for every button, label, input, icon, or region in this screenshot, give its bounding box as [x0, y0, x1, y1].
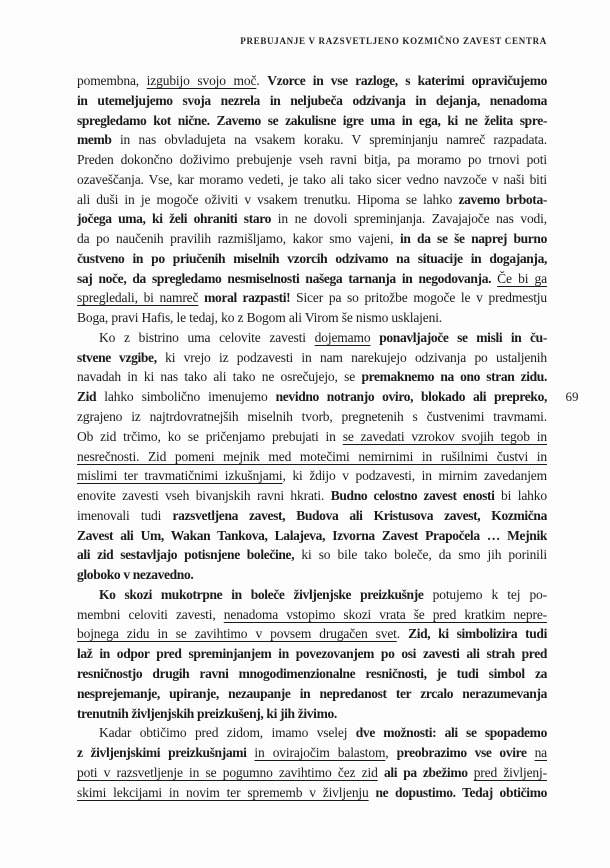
text-segment: nesprejemanje, upiranje, nezaupanje in nepredanost ter zrcalo nerazumevanja	[77, 685, 547, 701]
text-line	[77, 71, 547, 91]
text-line	[77, 684, 547, 704]
text-line	[77, 328, 547, 348]
text-segment: Ko z bistrino uma celovite zavesti	[99, 329, 315, 345]
text-segment: dve možnosti: ali se spopademo	[355, 725, 547, 741]
text-segment: izgubijo svojo moč	[146, 73, 257, 88]
text-segment: skimi lekcijami in novim ter sprememb v življenju	[77, 784, 369, 800]
text-segment: čustveno in po priučenih miselnih vzorcih odzivamo na situacije in dogajanja,	[77, 250, 547, 266]
text-segment	[370, 330, 379, 345]
paragraph	[77, 723, 547, 802]
text-segment: z življenjskimi preizkušnjami	[77, 745, 255, 761]
text-segment: stvene vzgibe,	[77, 349, 157, 365]
text-segment: ki so bile tako boleče, da smo jih porinili	[294, 547, 547, 563]
text-line	[77, 743, 547, 763]
text-segment: Zavest ali Um, Wakan Tankova, Lalajeva, Izvorna Zavest Prapočela … Mejnik	[77, 527, 547, 543]
text-line	[77, 308, 547, 328]
text-line	[77, 367, 547, 387]
text-line	[77, 704, 547, 724]
text-segment: Boga, pravi Hafis, le tedaj, ko z Bogom ali Virom še nismo usklajeni.	[77, 310, 443, 326]
text-segment: in nas obvladujeta na vsakem koraku. V spreminjanju namreč razpadata.	[111, 132, 547, 148]
text-segment: ne dopustimo. Tedaj obtičimo	[375, 784, 547, 800]
text-segment: pred življenj-	[473, 764, 547, 780]
text-segment: Zid	[77, 389, 97, 405]
text-segment: , ki ždijo v podzavesti, in mirnim zavedanjem	[282, 468, 547, 484]
text-segment: ozaveščanja. Vse, kar moramo vedeti, je tako ali tako sicer vedno navzoče v naši biti	[77, 171, 547, 187]
paragraph	[77, 71, 547, 328]
text-segment: Ko skozi mukotrpne in boleče življenjske preizkušnje	[99, 586, 424, 602]
text-line	[77, 229, 547, 249]
text-line	[77, 111, 547, 131]
text-line	[77, 150, 547, 170]
text-segment: Sicer pa so pritožbe mogoče le v predmestju	[290, 290, 547, 306]
text-segment: ponavljajoče se misli in ču-	[379, 329, 547, 345]
text-line	[77, 664, 547, 684]
text-segment: Preden dokončno doživimo prebujenje vseh ravni bitja, pa moramo po trnovi poti	[77, 152, 547, 168]
text-segment: Ob zid trčimo, ko se pričenjamo prebujati in	[77, 428, 343, 444]
text-segment: ali duši in je mogoče oživiti v vsakem trenutku. Hipoma se lahko	[77, 191, 459, 207]
text-segment: spregledamo kot nične. Zavemo se zakulisne igre uma in ega, ki ne želita spre-	[77, 112, 547, 128]
text-segment	[369, 785, 376, 800]
text-segment: nevidno notranjo oviro, blokado ali prepreko,	[275, 389, 547, 405]
text-segment: in utemeljujemo svoja nezrela in neljubeča odzivanja in dejanja, nenadoma	[77, 92, 547, 108]
text-segment: spregledali, bi namreč	[77, 290, 199, 306]
text-segment: pomembna,	[77, 73, 147, 88]
text-segment: moral razpasti!	[204, 290, 291, 306]
text-line	[77, 526, 547, 546]
text-line	[77, 763, 547, 783]
text-line	[77, 783, 547, 803]
text-line	[77, 644, 547, 664]
text-segment: mislimi ter travmatičnimi izkušnjami	[77, 468, 283, 484]
text-segment: Če bi ga	[497, 270, 547, 286]
text-segment: enovite zavesti vseh bivanjskih ravni hkrati.	[77, 488, 331, 504]
text-line	[77, 545, 547, 565]
text-line	[77, 427, 547, 447]
page-number: 69	[565, 389, 579, 404]
text-segment: in ovirajočim balastom	[254, 745, 386, 761]
text-segment: navadah in ki nas tako ali tako ne osrečujejo, se	[77, 369, 362, 385]
text-segment: Budno celostno zavest enosti	[330, 488, 495, 504]
text-segment: globoko v nezavedno.	[77, 567, 194, 583]
text-line	[77, 288, 547, 308]
text-segment: laž in odpor pred spreminjanjem in povezovanjem po osi zavesti ali strah pred	[77, 646, 547, 662]
text-segment: ki vrejo iz podzavesti in nam narekujejo odzivanja po ustaljenih	[156, 349, 547, 365]
text-segment: .	[256, 73, 268, 88]
text-segment: ,	[385, 745, 397, 761]
text-segment: jočega uma, ki želi ohraniti staro	[77, 211, 272, 227]
text-line	[77, 130, 547, 150]
text-line	[77, 723, 547, 743]
text-segment: premaknemo na ono stran zidu.	[361, 369, 547, 385]
text-segment: bojnega zidu in se zavihtimo v povsem drugačen svet	[77, 626, 397, 642]
text-line	[77, 249, 547, 269]
text-segment: poti v razsvetljenje in se pogumno zavihtimo čez zid	[77, 764, 378, 780]
text-line	[77, 91, 547, 111]
text-segment: zavemo brbota-	[458, 191, 547, 207]
text-segment: na	[534, 745, 547, 761]
text-segment: memb	[77, 132, 112, 148]
text-segment: razsvetljena zavest, Budova ali Kristusova zavest, Kozmična	[172, 507, 547, 523]
paragraph	[77, 328, 547, 585]
text-line	[77, 486, 547, 506]
text-line	[77, 209, 547, 229]
text-line	[77, 407, 547, 427]
paragraph	[77, 585, 547, 723]
text-segment: dojemamo	[314, 329, 371, 345]
text-segment: lahko simbolično imenujemo	[96, 389, 276, 405]
text-segment: ali pa zbežimo	[383, 764, 474, 780]
text-line	[77, 466, 547, 486]
text-segment: Zid, ki simbolizira tudi	[408, 626, 547, 642]
text-line	[77, 624, 547, 644]
text-segment: resničnostjo drugih ravni mnogodimenzionalne resničnosti, je tudi simbol za	[77, 665, 547, 681]
text-segment: preobrazimo vse ovire	[396, 745, 535, 761]
text-line	[77, 348, 547, 368]
text-segment: da po naučenih pravilih razmišljamo, kakor smo vajeni,	[77, 231, 400, 247]
text-segment: nesrečnosti. Zid pomeni mejnik med motečimi nemirnimi in rušilnimi čustvi in	[77, 448, 547, 464]
text-segment: ali zid sestavljajo potisnjene bolečine,	[77, 547, 295, 563]
text-segment: imenovali tudi	[77, 507, 173, 523]
text-segment: zgrajeno iz najtrdovratnejših miselnih tvorb, pregnetenih s čustvenimi travmami.	[77, 409, 547, 425]
text-segment: in ne dovoli spreminjanja. Zavajajoče nas vodi,	[271, 211, 547, 227]
text-segment: saj noče, da spregledamo nesmiselnosti našega tarnanja in negodovanja.	[77, 270, 498, 286]
text-line	[77, 605, 547, 625]
text-line	[77, 170, 547, 190]
text-line	[77, 190, 547, 210]
text-line	[77, 269, 547, 289]
text-line	[77, 506, 547, 526]
text-line	[77, 585, 547, 605]
text-segment: nenadoma vstopimo skozi vrata še pred kratkim nepre-	[223, 606, 547, 622]
text-line	[77, 565, 547, 585]
text-segment: membni celoviti zavesti,	[77, 606, 224, 622]
text-segment: Kadar obtičimo pred zidom, imamo vselej	[99, 725, 356, 741]
text-segment: se zavedati vzrokov svojih tegob in	[342, 428, 547, 444]
text-segment: trenutnih življenjskih preizkušenj, ki jih živimo.	[77, 705, 337, 721]
text-segment: in da se še naprej burno	[400, 231, 547, 247]
running-header: PREBUJANJE V RAZSVETLJENO KOZMIČNO ZAVEST CENTRA	[240, 36, 547, 46]
text-segment: potujemo k tej po-	[423, 586, 547, 602]
text-segment: Vzorce in vse razloge, s katerimi opravičujemo	[267, 73, 547, 88]
text-segment: bi lahko	[494, 488, 547, 504]
body-text	[77, 71, 547, 802]
text-line	[77, 447, 547, 467]
text-segment: .	[396, 626, 409, 642]
text-line	[77, 387, 547, 407]
